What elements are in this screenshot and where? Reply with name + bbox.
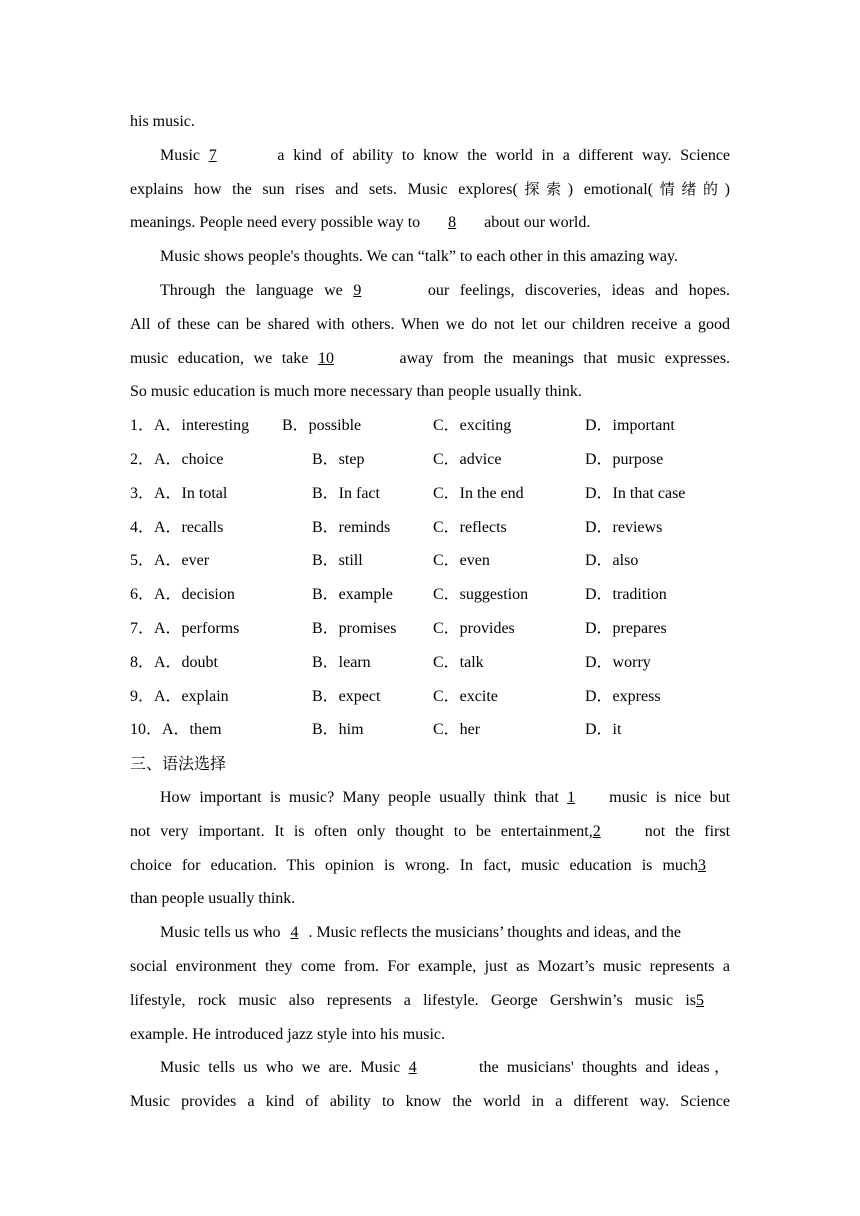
blank-4: 4 <box>290 924 299 942</box>
blank-9: 9 <box>353 281 362 299</box>
passage1-line-1: his music. <box>130 113 195 130</box>
passage1-line-7: All of these can be shared with others. When we do not let our children receive a good <box>130 315 730 333</box>
blank-5: 5 <box>696 991 704 1009</box>
option-row: 4．A．recalls B．reminds C．reflects D．reviews <box>130 518 663 536</box>
option-row: 7．A．performs B．promises C．provides D．prepares <box>130 619 667 637</box>
option-row: 1．A．interesting B．possible C．exciting D．important <box>130 417 675 435</box>
passage1-line-3: explains how the sun rises and sets. Music explores(探索) emotional(情绪的) <box>130 179 730 198</box>
passage1-line-5: Music shows people's thoughts. We can “talk” to each other in this amazing way. <box>160 248 678 266</box>
document-page <box>130 105 730 1119</box>
blank-7: 7 <box>208 146 217 164</box>
passage1-line-2: Music 7 a kind of ability to know the world in a different way. Science <box>130 139 730 173</box>
blank-10: 10 <box>317 349 334 367</box>
option-row: 2．A．choice B．step C．advice D．purpose <box>130 450 664 468</box>
blank-4b: 4 <box>408 1059 417 1077</box>
blank-2: 2 <box>592 822 601 840</box>
options-list <box>130 409 730 747</box>
blank-3: 3 <box>698 856 706 874</box>
passage1-line-9: So music education is much more necessary than people usually think. <box>130 383 582 401</box>
option-row: 9．A．explain B．expect C．excite D．express <box>130 687 661 705</box>
passage2-line-6: social environment they come from. For example, just as Mozart’s music represents a <box>130 957 730 975</box>
section-title: 三、语法选择 <box>130 754 227 774</box>
passage2-line-10: Music provides a kind of ability to know the world in a different way. Science <box>130 1093 730 1111</box>
passage2-line-4: than people usually think. <box>130 890 296 908</box>
passage2-line-7: lifestyle, rock music also represents a lifestyle. George Gershwin’s music is5 <box>130 984 730 1018</box>
passage1-line-8: music education, we take 10 away from the meanings that music expresses. <box>130 342 730 376</box>
option-row: 3．A．In total B．In fact C．In the end D．In that case <box>130 484 686 502</box>
passage2-line-9: Music tells us who we are. Music 4 the musicians' thoughts and ideas， <box>130 1051 730 1085</box>
passage1-line-6: Through the language we 9 our feelings, discoveries, ideas and hopes. <box>130 274 730 308</box>
passage2-line-2: not very important. It is often only thought to be entertainment,2 not the first <box>130 815 730 849</box>
option-row: 5．A．ever B．still C．even D．also <box>130 552 639 570</box>
passage2-line-5: Music tells us who 4 . Music reflects the musicians’ thoughts and ideas, and the <box>130 916 730 950</box>
passage1-line-4: meanings. People need every possible way to 8 about our world. <box>130 206 730 240</box>
passage2-line-8: example. He introduced jazz style into his music. <box>130 1025 446 1043</box>
passage2-line-3: choice for education. This opinion is wrong. In fact, music education is much3 <box>130 849 730 883</box>
option-row: 8．A．doubt B．learn C．talk D．worry <box>130 653 651 671</box>
blank-8: 8 <box>448 214 457 232</box>
option-row: 10．A．them B．him C．her D．it <box>130 721 622 739</box>
blank-1: 1 <box>567 788 576 806</box>
option-row: 6．A．decision B．example C．suggestion D．tradition <box>130 586 667 604</box>
passage2-line-1: How important is music? Many people usually think that 1 music is nice but <box>130 781 730 815</box>
